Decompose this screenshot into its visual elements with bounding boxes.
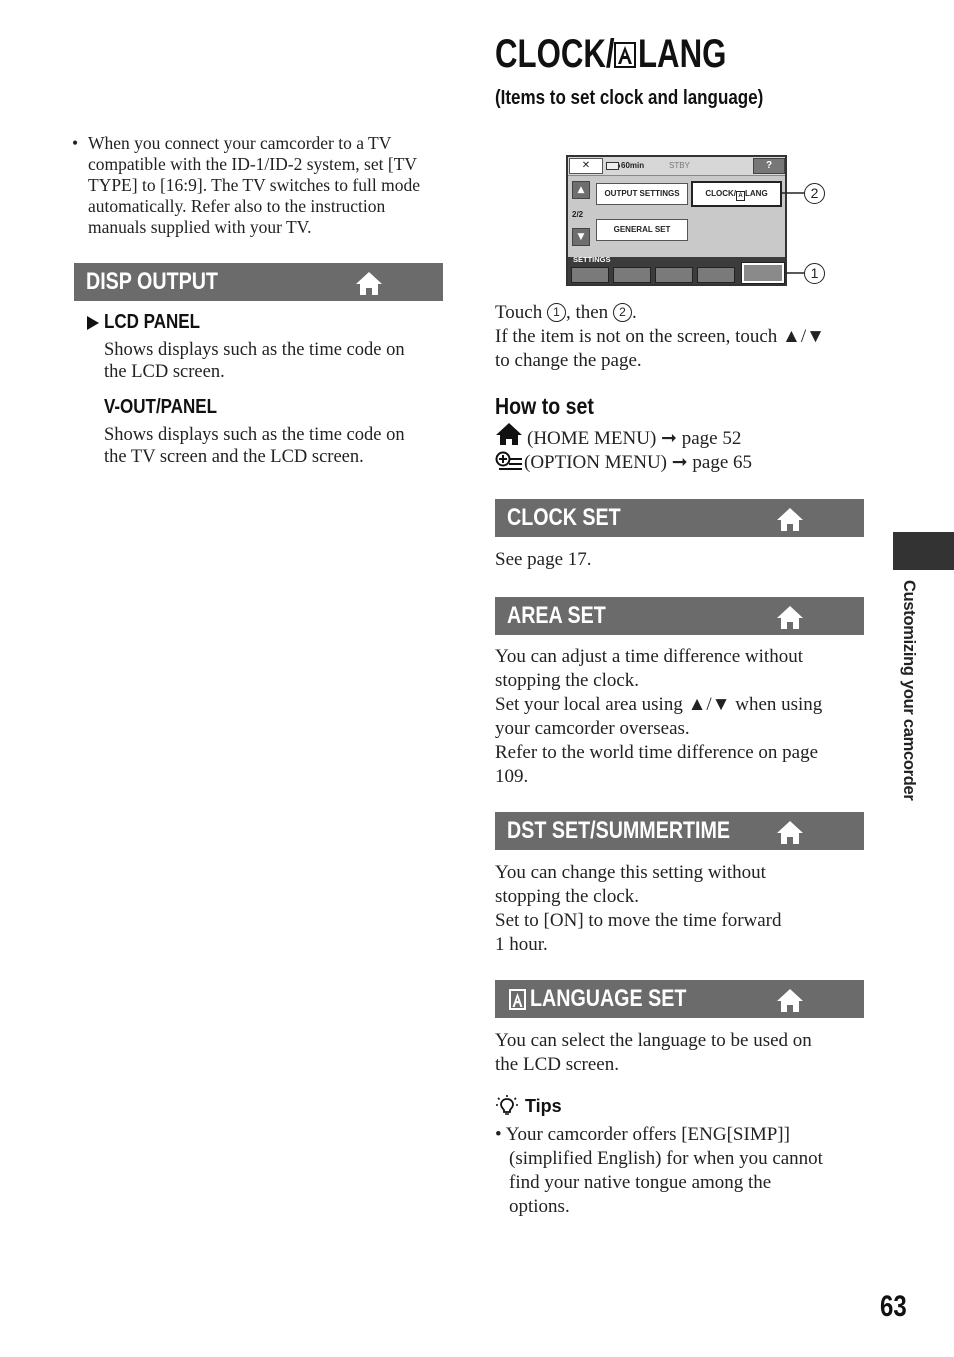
lcd-panel-label: LCD PANEL — [104, 311, 201, 333]
how-to-set-heading: How to set — [495, 393, 594, 419]
battery-time: 60min — [621, 161, 645, 170]
vout-panel-label: V-OUT/PANEL — [104, 396, 218, 418]
triangle-marker-icon — [86, 315, 100, 331]
clock-set-title: CLOCK SET — [507, 504, 621, 531]
clock-set-header — [495, 499, 864, 537]
home-icon — [776, 987, 804, 1013]
language-a-icon — [614, 42, 636, 68]
lightbulb-icon — [495, 1094, 519, 1118]
camcorder-screen — [566, 155, 787, 286]
tips-text: • Your camcorder offers [ENG[SIMP]] (simplified English) for when you cannot find your native tongue among the options. — [495, 1124, 823, 1217]
tab-camera[interactable] — [571, 267, 609, 283]
tab-settings[interactable] — [742, 263, 784, 283]
home-icon — [776, 604, 804, 630]
circled-number: 2 — [613, 303, 632, 322]
circled-number: 1 — [547, 303, 566, 322]
help-button[interactable]: ? — [753, 158, 785, 174]
language-set-header — [495, 980, 864, 1018]
dst-set-text: You can change this setting without stopping the clock. Set to [ON] to move the time forward 1 hour. — [495, 862, 782, 955]
clock-lang-button[interactable]: CLOCK/ A LANG — [691, 181, 782, 207]
tab-playback[interactable] — [613, 267, 651, 283]
status-text: STBY — [669, 161, 690, 170]
dst-set-title: DST SET/SUMMERTIME — [507, 817, 731, 844]
intro-line: TYPE] to [16:9]. The TV switches to full mode — [88, 175, 420, 195]
language-set-text: You can select the language to be used on the LCD screen. — [495, 1030, 812, 1075]
how-to-set-home: (HOME MENU) ➞ page 52 — [495, 424, 865, 450]
disp-output-header — [74, 263, 443, 301]
close-icon[interactable]: ✕ — [569, 158, 603, 174]
settings-label: SETTINGS — [573, 255, 611, 264]
screen-top-bar — [568, 157, 785, 176]
vout-panel-desc: Shows displays such as the time code on the TV screen and the LCD screen. — [104, 425, 405, 467]
area-set-title: AREA SET — [507, 602, 606, 629]
battery-icon — [606, 162, 620, 170]
option-menu-icon — [495, 451, 523, 473]
output-settings-button[interactable]: OUTPUT SETTINGS — [596, 183, 688, 205]
dst-set-header — [495, 812, 864, 850]
tab-edit[interactable] — [655, 267, 693, 283]
general-set-button[interactable]: GENERAL SET — [596, 219, 688, 241]
page-subtitle: (Items to set clock and language) — [495, 87, 764, 109]
home-icon — [776, 506, 804, 532]
intro-line: compatible with the ID-1/ID-2 system, set [TV — [88, 154, 418, 174]
page-indicator: 2/2 — [572, 210, 584, 219]
language-a-icon — [509, 989, 526, 1010]
intro-line: When you connect your camcorder to a TV — [88, 133, 392, 153]
how-to-set-option: (OPTION MENU) ➞ page 65 — [495, 451, 865, 477]
home-icon — [355, 270, 383, 296]
side-tab-block — [893, 532, 954, 570]
page-up-button[interactable]: ▲ — [572, 181, 590, 199]
touch-instructions: Touch 1 , then 2 . If the item is not on the screen, touch ▲/▼ to change the page. — [495, 302, 825, 371]
lcd-panel-desc: Shows displays such as the time code on the LCD screen. — [104, 340, 405, 382]
area-set-text: You can adjust a time difference without stopping the clock. Set your local area using ▲/▼ when using your camcorder overseas. Refer to the world time difference on page 109. — [495, 646, 823, 787]
home-menu-icon — [495, 422, 523, 446]
page-down-button[interactable]: ▼ — [572, 228, 590, 246]
area-set-header — [495, 597, 864, 635]
callout-2: 2 — [804, 183, 825, 204]
page-number: 63 — [880, 1290, 907, 1323]
side-tab-label: Customizing your camcorder — [900, 580, 918, 801]
tab-print[interactable] — [697, 267, 735, 283]
home-icon — [776, 819, 804, 845]
callout-1: 1 — [804, 263, 825, 284]
clock-set-text: See page 17. — [495, 549, 592, 570]
intro-line: automatically. Refer also to the instruction — [88, 196, 386, 216]
language-set-title: LANGUAGE SET — [530, 985, 687, 1012]
disp-output-title: DISP OUTPUT — [86, 268, 218, 295]
intro-line: manuals supplied with your TV. — [88, 217, 312, 237]
